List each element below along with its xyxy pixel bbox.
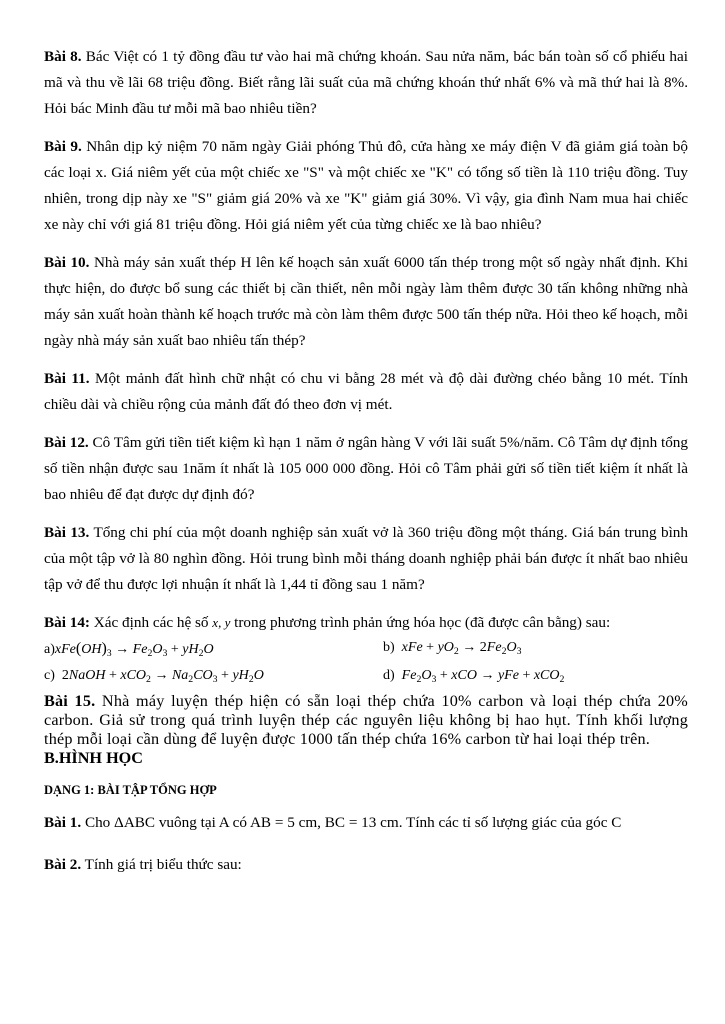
exercise-13 xyxy=(44,520,688,598)
exercise-text: Cho ΔABC vuông tại A có AB = 5 cm, BC = 13 cm. Tính các tỉ số lượng giác của góc C xyxy=(81,814,622,831)
exercise-text: trong phương trình phản ứng hóa học (đã được cân bằng) sau: xyxy=(230,614,611,631)
exercise-8 xyxy=(44,44,688,122)
exercise-label: Bài 1. xyxy=(44,814,82,831)
exercise-text: Cô Tâm gửi tiền tiết kiệm kì hạn 1 năm ở ngân hàng V với lãi suất 5%/năm. Cô Tâm dự định tổng số tiền nhận được sau 1năm ít nhất là 105 000 000 đồng. Hỏi cô Tâm phải gửi số tiền tiết kiệm ít nhất là bao nhiêu để đạt được dự định đó? xyxy=(44,434,688,503)
exercise-text: Nhà máy luyện thép hiện có sẵn loại thép chứa 10% carbon và loại thép chứa 20% carbon. Giả sử trong quá trình luyện thép các nguyên liệu không bị hao hụt. Tính khối lượng thép mỗi loại cần dùng để luyện được 1000 tấn thép chứa 16% carbon từ hai loại thép trên. xyxy=(44,692,688,748)
equation-label: b) xyxy=(383,640,395,655)
exercise-text: Nhà máy sản xuất thép H lên kế hoạch sản xuất 6000 tấn thép trong một số ngày nhất định. Khi thực hiện, do được bổ sung các thiết bị cần thiết, nên mỗi ngày làm thêm được 30 tấn không những nhà máy sản xuất hoàn thành kế hoạch trước mà còn làm thêm được 500 tấn thép nữa. Hỏi theo kế hoạch, mỗi ngày nhà máy sản xuất bao nhiêu tấn thép? xyxy=(44,254,688,349)
exercise-label: Bài 9. xyxy=(44,138,82,155)
exercise-label: Bài 14: xyxy=(44,614,90,631)
equation-b: b) xFe + $yO_2 \to 2Fe_2O_3$ xyxy=(383,640,522,657)
exercise-label: Bài 8. xyxy=(44,48,82,65)
exercise-label: Bài 2. xyxy=(44,856,82,873)
exercise-label: Bài 10. xyxy=(44,254,90,271)
document-page xyxy=(44,44,688,878)
exercise-9 xyxy=(44,134,688,238)
exercise-label: Bài 12. xyxy=(44,434,89,451)
exercise-text: Một mảnh đất hình chữ nhật có chu vi bằng 28 mét và độ dài đường chéo bằng 10 mét. Tính chiều dài và chiều rộng của mảnh đất đó theo đơn vị mét. xyxy=(44,370,688,413)
exercise-label: Bài 11. xyxy=(44,370,90,387)
equation-d: d) $Fe_2O_3$ + xCO → yFe + xCO$_2$ xyxy=(383,668,565,685)
exercise-label: Bài 15. xyxy=(44,692,96,710)
exercise-text: Bác Việt có 1 tỷ đồng đầu tư vào hai mã chứng khoán. Sau nửa năm, bác bán toàn số cổ phiếu hai mã và thu về lãi 68 triệu đồng. Biết rằng lãi suất của mã chứng khoán thứ nhất 6% và mã thứ hai là 8%. Hỏi bác Minh đầu tư mỗi mã bao nhiêu tiền? xyxy=(44,48,688,117)
exercise-14 xyxy=(44,610,688,636)
equation-row-1 xyxy=(44,636,688,664)
exercise-text: Xác định các hệ số xyxy=(90,614,213,631)
equation-row-2 xyxy=(44,664,688,692)
exercise-11 xyxy=(44,366,688,418)
equation-label: d) xyxy=(383,668,395,683)
exercise-text: Tính giá trị biểu thức sau: xyxy=(81,856,242,873)
exercise-12 xyxy=(44,430,688,508)
equation-a: $a)xFe(OH)_3 \to Fe_2O_3 + yH_2O$ xyxy=(44,640,214,659)
equation-label: c) xyxy=(44,668,55,683)
equation-label: a) xyxy=(44,642,55,657)
subsection-title: DẠNG 1: BÀI TẬP TỔNG HỢP xyxy=(44,783,217,797)
exercise-text: Tổng chi phí của một doanh nghiệp sản xuất vở là 360 triệu đồng một tháng. Giá bán trung bình của một tập vở là 80 nghìn đồng. Hỏi trung bình mỗi tháng doanh nghiệp phải bán được ít nhất bao nhiêu tập vở để thu được lợi nhuận ít nhất là 1,44 tỉ đồng sau 1 năm? xyxy=(44,524,688,593)
exercise-label: Bài 13. xyxy=(44,524,90,541)
exercise-15 xyxy=(44,692,688,749)
exercise-10 xyxy=(44,250,688,354)
equation-c: c) 2NaOH + $xCO_2 \to Na_2CO_3 + yH_2O$ xyxy=(44,668,264,685)
geometry-exercise-1 xyxy=(44,810,688,836)
variables: x, y xyxy=(212,615,231,630)
section-title: B.HÌNH HỌC xyxy=(44,749,143,767)
exercise-text: Nhân dịp kỷ niệm 70 năm ngày Giải phóng Thủ đô, cửa hàng xe máy điện V đã giảm giá toàn bộ các loại x. Giá niêm yết của một chiếc xe "S" và một chiếc xe "K" có tổng số tiền là 110 triệu đồng. Tuy nhiên, trong dịp này xe "S" giảm giá 20% và xe "K" giảm giá 30%. Vì vậy, gia đình Nam mua hai chiếc xe này chỉ với giá 81 triệu đồng. Hỏi giá niêm yết của từng chiếc xe là bao nhiêu? xyxy=(44,138,688,233)
geometry-exercise-2 xyxy=(44,852,688,878)
